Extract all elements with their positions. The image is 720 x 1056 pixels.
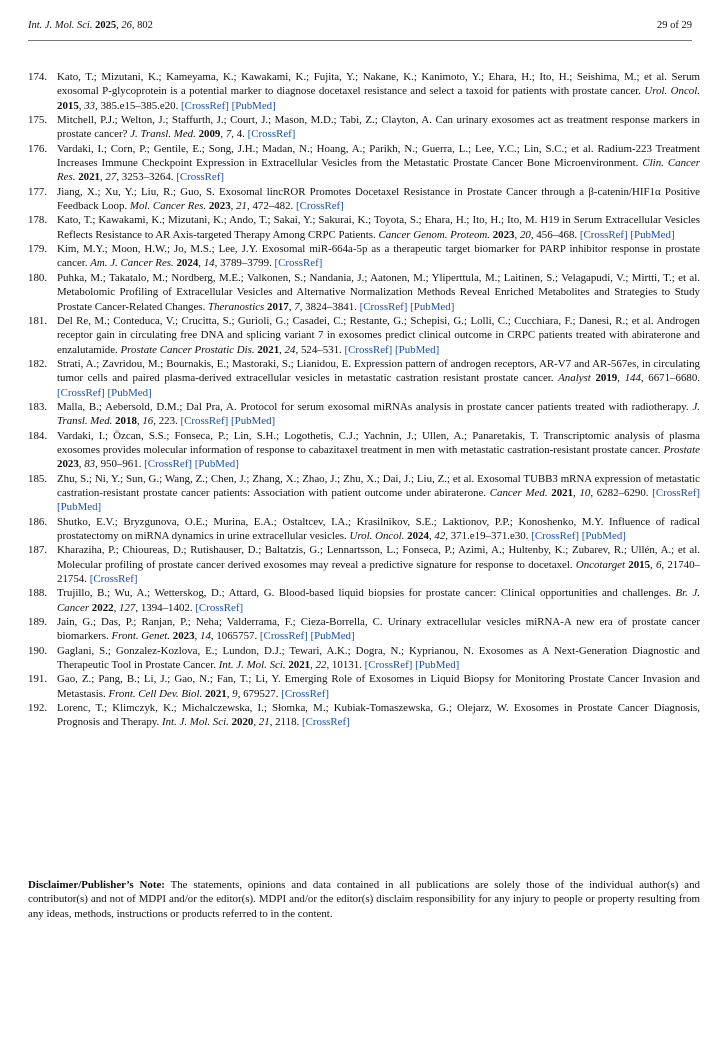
- reference-authors-title: Kato, T.; Kawakami, K.; Mizutani, K.; Ando, T.; Sakai, Y.; Sakurai, K.; Toyota, S.; Ehara, H.; Ito, H.; Ito, M. H19 in Serum Extracellular Vesicles Reflects Resistance to AR Axis-targeted Therapy Among CRPC Patients.: [57, 214, 700, 241]
- reference-body: Shutko, E.V.; Bryzgunova, O.E.; Murina, E.A.; Ostaltcev, I.A.; Krasilnikov, S.E.; Laktionov, P.P.; Konoshenko, M.Y. Influence of radical prostatectomy on miRNA dynamics in urine extracellular vesicles. Urol. Oncol. 2024, 42, 371.e19–371.e30. [CrossRef] [PubMed]: [57, 515, 700, 542]
- reference-pages: 1394–1402.: [140, 601, 193, 614]
- reference-pages: 3789–3799.: [220, 257, 272, 270]
- reference-list: [28, 70, 700, 730]
- pubmed-link[interactable]: [PubMed]: [395, 343, 440, 356]
- reference-year: 2021: [288, 659, 311, 672]
- reference-authors-title: Trujillo, B.; Wu, A.; Wetterskog, D.; Attard, G. Blood-based liquid biopsies for prostate cancer: Clinical opportunities and challenges.: [57, 587, 671, 600]
- reference-body: Gaglani, S.; Gonzalez-Kozlova, E.; Lundon, D.J.; Tewari, A.K.; Dogra, N.; Kyprianou, N. Exosomes as A Next-Generation Diagnostic and Therapeutic Tool in Prostate Cancer. Int. J. Mol. Sci. 2021, 22, 10131. [CrossRef] [PubMed]: [57, 644, 700, 672]
- reference-pages: 6282–6290.: [596, 486, 649, 499]
- reference-year: 2021: [257, 343, 280, 356]
- reference-item: [28, 271, 700, 314]
- reference-pages: 3253–3264.: [121, 171, 174, 184]
- reference-body: Zhu, S.; Ni, Y.; Sun, G.; Wang, Z.; Chen, J.; Zhang, X.; Zhao, J.; Zhu, X.; Dai, J.; Liu, Z.; et al. Exosomal TUBB3 mRNA expression of metastatic castration-resistant prostate cancer patients: Association with patient outcome under abiraterone. Cancer Med. 2021, 10, 6282–6290. [CrossRef] [PubMed]: [57, 472, 700, 514]
- reference-pages: 3824–3841.: [305, 300, 357, 313]
- reference-journal: Mol. Cancer Res.: [129, 200, 207, 213]
- reference-item: [28, 543, 700, 586]
- reference-journal: Int. J. Mol. Sci.: [218, 659, 286, 672]
- reference-authors-title: Zhu, S.; Ni, Y.; Sun, G.; Wang, Z.; Chen, J.; Zhang, X.; Zhao, J.; Zhu, X.; Dai, J.; Liu, Z.; et al. Exosomal TUBB3 mRNA expression of metastatic castration-resistant prostate cancer patients: Association with patient outcome under abiraterone.: [57, 472, 700, 499]
- journal-citation: Int. J. Mol. Sci. 2025, 26, 802: [28, 20, 153, 31]
- crossref-link[interactable]: [CrossRef]: [195, 601, 244, 614]
- reference-pages: 679527.: [243, 687, 279, 700]
- disclaimer: [28, 878, 700, 921]
- crossref-link[interactable]: [CrossRef]: [296, 200, 344, 213]
- reference-volume: 33: [84, 99, 96, 112]
- reference-number: 175.: [28, 114, 48, 127]
- crossref-link[interactable]: [CrossRef]: [652, 486, 700, 499]
- reference-year: 2024: [176, 257, 199, 270]
- pubmed-link[interactable]: [PubMed]: [107, 386, 152, 399]
- reference-number: 186.: [28, 515, 48, 528]
- reference-pages: 10131.: [331, 659, 362, 672]
- reference-number: 179.: [28, 243, 48, 256]
- reference-number: 184.: [28, 429, 48, 442]
- reference-journal: Urol. Oncol.: [349, 530, 405, 542]
- reference-journal: Urol. Oncol.: [644, 85, 700, 98]
- reference-year: 2024: [407, 530, 429, 542]
- reference-number: 187.: [28, 544, 48, 557]
- reference-number: 181.: [28, 314, 48, 327]
- reference-year: 2021: [78, 171, 100, 184]
- reference-pages: 223.: [158, 415, 178, 428]
- reference-authors-title: Shutko, E.V.; Bryzgunova, O.E.; Murina, E.A.; Ostaltcev, I.A.; Krasilnikov, S.E.; Laktionov, P.P.; Konoshenko, M.Y. Influence of radical prostatectomy on miRNA dynamics in urine extracellular vesicles.: [57, 515, 700, 542]
- reference-pages: 524–531.: [300, 343, 342, 356]
- reference-number: 176.: [28, 142, 48, 155]
- reference-volume: 144: [624, 372, 641, 385]
- reference-body: Strati, A.; Zavridou, M.; Bournakis, E.; Mastoraki, S.; Lianidou, E. Expression pattern of androgen receptors, AR-V7 and AR-567es, in circulating tumor cells and paired plasma-derived extracellular vesicles in metastatic castration resistant prostate cancer. Analyst 2019, 144, 6671–6680. [CrossRef] [PubMed]: [57, 357, 700, 399]
- reference-year: 2015: [57, 99, 79, 112]
- reference-body: Kharaziha, P.; Chioureas, D.; Rutishauser, D.; Baltatzis, G.; Lennartsson, L.; Fonseca, P.; Azimi, A.; Hultenby, K.; Zubarev, R.; Ullén, A.; et al. Molecular profiling of prostate cancer derived exosomes may reveal a predictive signature for response to docetaxel. Oncotarget 2015, 6, 21740–21754. [CrossRef]: [57, 544, 700, 586]
- reference-pages: 385.e15–385.e20.: [100, 99, 179, 112]
- reference-number: 183.: [28, 400, 48, 413]
- pubmed-link[interactable]: [PubMed]: [231, 99, 276, 112]
- reference-year: 2022: [91, 601, 114, 614]
- crossref-link[interactable]: [CrossRef]: [344, 343, 393, 356]
- pubmed-link[interactable]: [PubMed]: [231, 415, 276, 428]
- reference-year: 2023: [57, 458, 79, 471]
- reference-journal: Analyst: [558, 372, 591, 385]
- reference-volume: 27: [105, 171, 117, 184]
- reference-body: Lorenc, T.; Klimczyk, K.; Michalczewska, I.; Słomka, M.; Kubiak-Tomaszewska, G.; Olejarz, W. Exosomes in Prostate Cancer Diagnosis, Prognosis and Therapy. Int. J. Mol. Sci. 2020, 21, 2118. [CrossRef]: [57, 702, 700, 729]
- reference-item: [28, 142, 700, 185]
- reference-body: Malla, B.; Aebersold, D.M.; Dal Pra, A. Protocol for serum exosomal miRNAs analysis in prostate cancer patients treated with radiotherapy. J. Transl. Med. 2018, 16, 223. [CrossRef] [PubMed]: [57, 400, 700, 428]
- pubmed-link[interactable]: [PubMed]: [410, 300, 455, 313]
- pubmed-link[interactable]: [PubMed]: [310, 630, 355, 643]
- reference-volume: 7: [294, 300, 300, 313]
- reference-item: [28, 644, 700, 673]
- reference-item: [28, 400, 700, 429]
- reference-pages: 4.: [236, 128, 245, 141]
- reference-journal: Front. Cell Dev. Biol.: [108, 687, 203, 700]
- reference-authors-title: Kim, M.Y.; Moon, H.W.; Jo, M.S.; Lee, J.Y. Exosomal miR-664a-5p as a therapeutic target biomarker for PARP inhibitor response in prostate cancer.: [57, 243, 700, 270]
- crossref-link[interactable]: [CrossRef]: [144, 458, 192, 471]
- reference-item: [28, 185, 700, 214]
- reference-journal: Int. J. Mol. Sci.: [161, 716, 229, 729]
- reference-journal: J. Transl. Med.: [57, 400, 700, 428]
- crossref-link[interactable]: [CrossRef]: [57, 386, 105, 399]
- reference-volume: 9: [232, 687, 238, 700]
- reference-item: [28, 615, 700, 644]
- reference-number: 180.: [28, 271, 48, 284]
- reference-number: 174.: [28, 71, 48, 83]
- disclaimer-label: Disclaimer/Publisher’s Note:: [28, 879, 165, 891]
- reference-authors-title: Kato, T.; Mizutani, K.; Kameyama, K.; Kawakami, K.; Fujita, Y.; Nakane, K.; Kanimoto, Y.; Ehara, H.; Ito, H.; Seishima, M.; et al. Serum exosomal P-glycoprotein is a potential marker to diagnose docetaxel resistance and select a taxoid for patients with prostate cancer.: [57, 71, 700, 98]
- reference-journal: J. Transl. Med.: [130, 128, 196, 141]
- pubmed-link[interactable]: [PubMed]: [630, 228, 675, 241]
- reference-body: Kim, M.Y.; Moon, H.W.; Jo, M.S.; Lee, J.Y. Exosomal miR-664a-5p as a therapeutic target biomarker for PARP inhibitor response in prostate cancer. Am. J. Cancer Res. 2024, 14, 3789–3799. [CrossRef]: [57, 243, 700, 270]
- reference-volume: 42: [434, 530, 446, 542]
- running-header: [28, 20, 692, 41]
- crossref-link[interactable]: [CrossRef]: [181, 99, 229, 112]
- reference-year: 2017: [267, 300, 289, 313]
- reference-volume: 7: [225, 128, 232, 141]
- reference-item: [28, 314, 700, 357]
- reference-number: 185.: [28, 472, 48, 485]
- journal-year: 2025: [95, 20, 117, 31]
- reference-pages: 472–482.: [252, 200, 294, 213]
- reference-pages: 950–961.: [100, 458, 142, 471]
- pubmed-link[interactable]: [PubMed]: [194, 458, 239, 471]
- crossref-link[interactable]: [CrossRef]: [579, 228, 628, 241]
- reference-item: [28, 70, 700, 113]
- reference-item: [28, 429, 700, 472]
- reference-volume: 6: [655, 558, 662, 571]
- reference-body: Vardaki, I.; Özcan, S.S.; Fonseca, P.; Lin, S.H.; Logothetis, C.J.; Yachnin, J.; Ullen, A.; Panaretakis, T. Transcriptomic analysis of plasma exosomes provides molecular information of response to cabazitaxel treatment in men with metastatic castration-resistant prostate cancer. Prostate 2023, 83, 950–961. [CrossRef] [PubMed]: [57, 429, 700, 471]
- reference-number: 182.: [28, 357, 48, 370]
- reference-number: 189.: [28, 616, 48, 629]
- reference-item: [28, 113, 700, 142]
- reference-volume: 14: [200, 630, 211, 643]
- reference-body: Kato, T.; Kawakami, K.; Mizutani, K.; Ando, T.; Sakai, Y.; Sakurai, K.; Toyota, S.; Ehara, H.; Ito, H.; Ito, M. H19 in Serum Extracellular Vesicles Reflects Resistance to AR Axis-targeted Therapy Among CRPC Patients. Cancer Genom. Proteom. 2023, 20, 456–468. [CrossRef] [PubMed]: [57, 214, 700, 241]
- reference-year: 2020: [231, 716, 254, 729]
- reference-number: 192.: [28, 702, 48, 715]
- reference-year: 2023: [208, 200, 231, 213]
- reference-year: 2018: [115, 415, 137, 428]
- reference-body: Vardaki, I.; Corn, P.; Gentile, E.; Song, J.H.; Madan, N.; Hoang, A.; Parikh, N.; Guerra, L.; Lee, Y.C.; Lin, S.C.; et al. Radium-223 Treatment Increases Immune Checkpoint Expression in Extracellular Vesicles from the Metastatic Prostate Cancer Bone Microenvironment. Clin. Cancer Res. 2021, 27, 3253–3264. [CrossRef]: [57, 142, 700, 184]
- reference-year: 2021: [551, 486, 574, 499]
- reference-volume: 10: [579, 486, 591, 499]
- reference-volume: 20: [519, 228, 531, 241]
- article-number: 802: [137, 20, 153, 31]
- reference-journal: Br. J. Cancer: [57, 587, 701, 614]
- reference-body: Jiang, X.; Xu, Y.; Liu, R.; Guo, S. Exosomal lincROR Promotes Docetaxel Resistance in Prostate Cancer through a β-catenin/HIF1α Positive Feedback Loop. Mol. Cancer Res. 2023, 21, 472–482. [CrossRef]: [57, 185, 700, 213]
- reference-pages: 2118.: [275, 716, 300, 729]
- journal-volume: 26: [121, 20, 132, 31]
- reference-body: Jain, G.; Das, P.; Ranjan, P.; Neha; Valderrama, F.; Cieza-Borrella, C. Urinary extracellular vesicles miRNA-A new era of prostate cancer biomarkers. Front. Genet. 2023, 14, 1065757. [CrossRef] [PubMed]: [57, 616, 700, 643]
- reference-item: [28, 357, 700, 400]
- reference-item: [28, 515, 700, 544]
- reference-authors-title: Lorenc, T.; Klimczyk, K.; Michalczewska, I.; Słomka, M.; Kubiak-Tomaszewska, G.; Olejarz, W. Exosomes in Prostate Cancer Diagnosis, Prognosis and Therapy.: [57, 702, 700, 729]
- reference-authors-title: Malla, B.; Aebersold, D.M.; Dal Pra, A. Protocol for serum exosomal miRNAs analysis in prostate cancer patients treated with radiotherapy.: [57, 400, 689, 413]
- journal-name: Int. J. Mol. Sci.: [28, 20, 93, 31]
- crossref-link[interactable]: [CrossRef]: [364, 659, 413, 672]
- reference-authors-title: Gaglani, S.; Gonzalez-Kozlova, E.; Lundon, D.J.; Tewari, A.K.; Dogra, N.; Kyprianou, N. Exosomes as A Next-Generation Diagnostic and Therapeutic Tool in Prostate Cancer.: [57, 644, 700, 672]
- reference-authors-title: Jain, G.; Das, P.; Ranjan, P.; Neha; Valderrama, F.; Cieza-Borrella, C. Urinary extracellular vesicles miRNA-A new era of prostate cancer biomarkers.: [57, 616, 700, 643]
- reference-body: Trujillo, B.; Wu, A.; Wetterskog, D.; Attard, G. Blood-based liquid biopsies for prostate cancer: Clinical opportunities and challenges. Br. J. Cancer 2022, 127, 1394–1402. [CrossRef]: [57, 587, 701, 614]
- crossref-link[interactable]: [CrossRef]: [531, 530, 579, 542]
- reference-volume: 83: [84, 458, 96, 471]
- reference-pages: 371.e19–371.e30.: [450, 530, 529, 542]
- reference-item: [28, 242, 700, 271]
- reference-volume: 22: [315, 659, 327, 672]
- disclaimer-text: The statements, opinions and data contained in all publications are solely those of the individual author(s) and contributor(s) and not of MDPI and/or the editor(s). MDPI and/or the editor(s) disclaim responsibility for any injury to people or property resulting from any ideas, methods, instructions or products referred to in the content.: [28, 879, 700, 920]
- reference-body: Gao, Z.; Pang, B.; Li, J.; Gao, N.; Fan, T.; Li, Y. Emerging Role of Exosomes in Liquid Biopsy for Monitoring Prostate Cancer Invasion and Metastasis. Front. Cell Dev. Biol. 2021, 9, 679527. [CrossRef]: [57, 673, 700, 700]
- pubmed-link[interactable]: [PubMed]: [581, 530, 626, 542]
- crossref-link[interactable]: [CrossRef]: [301, 716, 350, 729]
- reference-year: 2023: [172, 630, 195, 643]
- crossref-link[interactable]: [CrossRef]: [89, 573, 138, 586]
- pubmed-link[interactable]: [PubMed]: [415, 659, 460, 672]
- crossref-link[interactable]: [CrossRef]: [180, 415, 229, 428]
- crossref-link[interactable]: [CrossRef]: [359, 300, 408, 313]
- reference-year: 2023: [492, 228, 515, 241]
- reference-year: 2021: [204, 687, 227, 700]
- reference-authors-title: Gao, Z.; Pang, B.; Li, J.; Gao, N.; Fan, T.; Li, Y. Emerging Role of Exosomes in Liquid Biopsy for Monitoring Prostate Cancer Invasion and Metastasis.: [57, 673, 700, 700]
- reference-number: 178.: [28, 214, 48, 227]
- reference-pages: 1065757.: [216, 630, 258, 643]
- reference-authors-title: Puhka, M.; Takatalo, M.; Nordberg, M.E.; Valkonen, S.; Nandania, J.; Aatonen, M.; Yliperttula, M.; Laitinen, S.; Velagapudi, V.; Mirtti, T.; et al. Metabolomic Profiling of Extracellular Vesicles and Alternative Normalization Methods Reveal Enriched Metabolites and Strategies to Study Prostate Cancer-Related Changes.: [57, 271, 700, 313]
- reference-pages: 21740–21754.: [57, 558, 700, 586]
- reference-journal: Prostate Cancer Prostatic Dis.: [120, 343, 255, 356]
- reference-volume: 16: [142, 415, 154, 428]
- crossref-link[interactable]: [CrossRef]: [274, 257, 323, 270]
- reference-journal: Theranostics: [208, 300, 265, 313]
- reference-item: [28, 213, 700, 242]
- reference-volume: 21: [258, 716, 270, 729]
- reference-year: 2015: [628, 558, 651, 571]
- reference-pages: 456–468.: [536, 228, 578, 241]
- crossref-link[interactable]: [CrossRef]: [176, 171, 225, 184]
- page-number: 29 of 29: [657, 20, 692, 31]
- reference-authors-title: Strati, A.; Zavridou, M.; Bournakis, E.; Mastoraki, S.; Lianidou, E. Expression pattern of androgen receptors, AR-V7 and AR-567es, in circulating tumor cells and paired plasma-derived extracellular vesicles in metastatic castration resistant prostate cancer.: [57, 357, 700, 385]
- crossref-link[interactable]: [CrossRef]: [259, 630, 308, 643]
- reference-year: 2009: [198, 128, 221, 141]
- reference-authors-title: Del Re, M.; Conteduca, V.; Crucitta, S.; Gurioli, G.; Casadei, C.; Restante, G.; Schepisi, G.; Lolli, C.; Cucchiara, F.; Danesi, R.; et al. Androgen receptor gain in circulating free DNA and splicing variant 7 in exosomes predict clinical outcome in CRPC patients treated with abiraterone and enzalutamide.: [57, 314, 700, 356]
- reference-volume: 24: [284, 343, 296, 356]
- reference-journal: Clin. Cancer Res.: [57, 157, 700, 184]
- reference-authors-title: Jiang, X.; Xu, Y.; Liu, R.; Guo, S. Exosomal lincROR Promotes Docetaxel Resistance in Prostate Cancer through a β-catenin/HIF1α Positive Feedback Loop.: [57, 185, 700, 213]
- reference-journal: Am. J. Cancer Res.: [90, 257, 174, 270]
- reference-journal: Cancer Genom. Proteom.: [378, 228, 490, 241]
- reference-year: 2019: [595, 372, 618, 385]
- reference-item: [28, 586, 700, 615]
- reference-volume: 127: [119, 601, 136, 614]
- reference-journal: Prostate: [663, 443, 700, 456]
- reference-volume: 21: [236, 200, 247, 213]
- pubmed-link[interactable]: [PubMed]: [57, 501, 102, 514]
- reference-authors-title: Vardaki, I.; Özcan, S.S.; Fonseca, P.; Lin, S.H.; Logothetis, C.J.; Yachnin, J.; Ullen, A.; Panaretakis, T. Transcriptomic analysis of plasma exosomes provides molecular information of response to cabazitaxel treatment in men with metastatic castration-resistant prostate cancer.: [57, 429, 700, 456]
- reference-body: Kato, T.; Mizutani, K.; Kameyama, K.; Kawakami, K.; Fujita, Y.; Nakane, K.; Kanimoto, Y.; Ehara, H.; Ito, H.; Seishima, M.; et al. Serum exosomal P-glycoprotein is a potential marker to diagnose docetaxel resistance and select a taxoid for patients with prostate cancer. Urol. Oncol. 2015, 33, 385.e15–385.e20. [CrossRef] [PubMed]: [57, 71, 700, 112]
- reference-pages: 6671–6680.: [648, 372, 700, 385]
- reference-body: Del Re, M.; Conteduca, V.; Crucitta, S.; Gurioli, G.; Casadei, C.; Restante, G.; Schepisi, G.; Lolli, C.; Cucchiara, F.; Danesi, R.; et al. Androgen receptor gain in circulating free DNA and splicing variant 7 in exosomes predict clinical outcome in CRPC patients treated with abiraterone and enzalutamide. Prostate Cancer Prostatic Dis. 2021, 24, 524–531. [CrossRef] [PubMed]: [57, 314, 700, 356]
- reference-number: 177.: [28, 185, 48, 198]
- reference-item: [28, 701, 700, 730]
- reference-body: Mitchell, P.J.; Welton, J.; Staffurth, J.; Court, J.; Mason, M.D.; Tabi, Z.; Clayton, A. Can urinary exosomes act as treatment response markers in prostate cancer? J. Transl. Med. 2009, 7, 4. [CrossRef]: [57, 114, 700, 141]
- reference-journal: Front. Genet.: [111, 630, 171, 643]
- crossref-link[interactable]: [CrossRef]: [281, 687, 330, 700]
- reference-item: [28, 472, 700, 515]
- reference-authors-title: Kharaziha, P.; Chioureas, D.; Rutishauser, D.; Baltatzis, G.; Lennartsson, L.; Fonseca, P.; Azimi, A.; Hultenby, K.; Zubarev, R.; Ullén, A.; et al. Molecular profiling of prostate cancer derived exosomes may reveal a predictive signature for response to docetaxel.: [57, 544, 700, 571]
- reference-item: [28, 672, 700, 701]
- reference-number: 191.: [28, 673, 48, 686]
- reference-journal: Cancer Med.: [489, 486, 548, 499]
- reference-journal: Oncotarget: [575, 558, 626, 571]
- crossref-link[interactable]: [CrossRef]: [247, 128, 296, 141]
- reference-number: 190.: [28, 644, 48, 657]
- reference-volume: 14: [203, 257, 215, 270]
- reference-body: Puhka, M.; Takatalo, M.; Nordberg, M.E.; Valkonen, S.; Nandania, J.; Aatonen, M.; Yliperttula, M.; Laitinen, S.; Velagapudi, V.; Mirtti, T.; et al. Metabolomic Profiling of Extracellular Vesicles and Alternative Normalization Methods Reveal Enriched Metabolites and Strategies to Study Prostate Cancer-Related Changes. Theranostics 2017, 7, 3824–3841. [CrossRef] [PubMed]: [57, 271, 700, 313]
- reference-number: 188.: [28, 587, 48, 600]
- reference-authors-title: Mitchell, P.J.; Welton, J.; Staffurth, J.; Court, J.; Mason, M.D.; Tabi, Z.; Clayton, A. Can urinary exosomes act as treatment response markers in prostate cancer?: [57, 114, 700, 141]
- reference-authors-title: Vardaki, I.; Corn, P.; Gentile, E.; Song, J.H.; Madan, N.; Hoang, A.; Parikh, N.; Guerra, L.; Lee, Y.C.; Lin, S.C.; et al. Radium-223 Treatment Increases Immune Checkpoint Expression in Extracellular Vesicles from the Metastatic Prostate Cancer Bone Microenvironment.: [57, 142, 700, 170]
